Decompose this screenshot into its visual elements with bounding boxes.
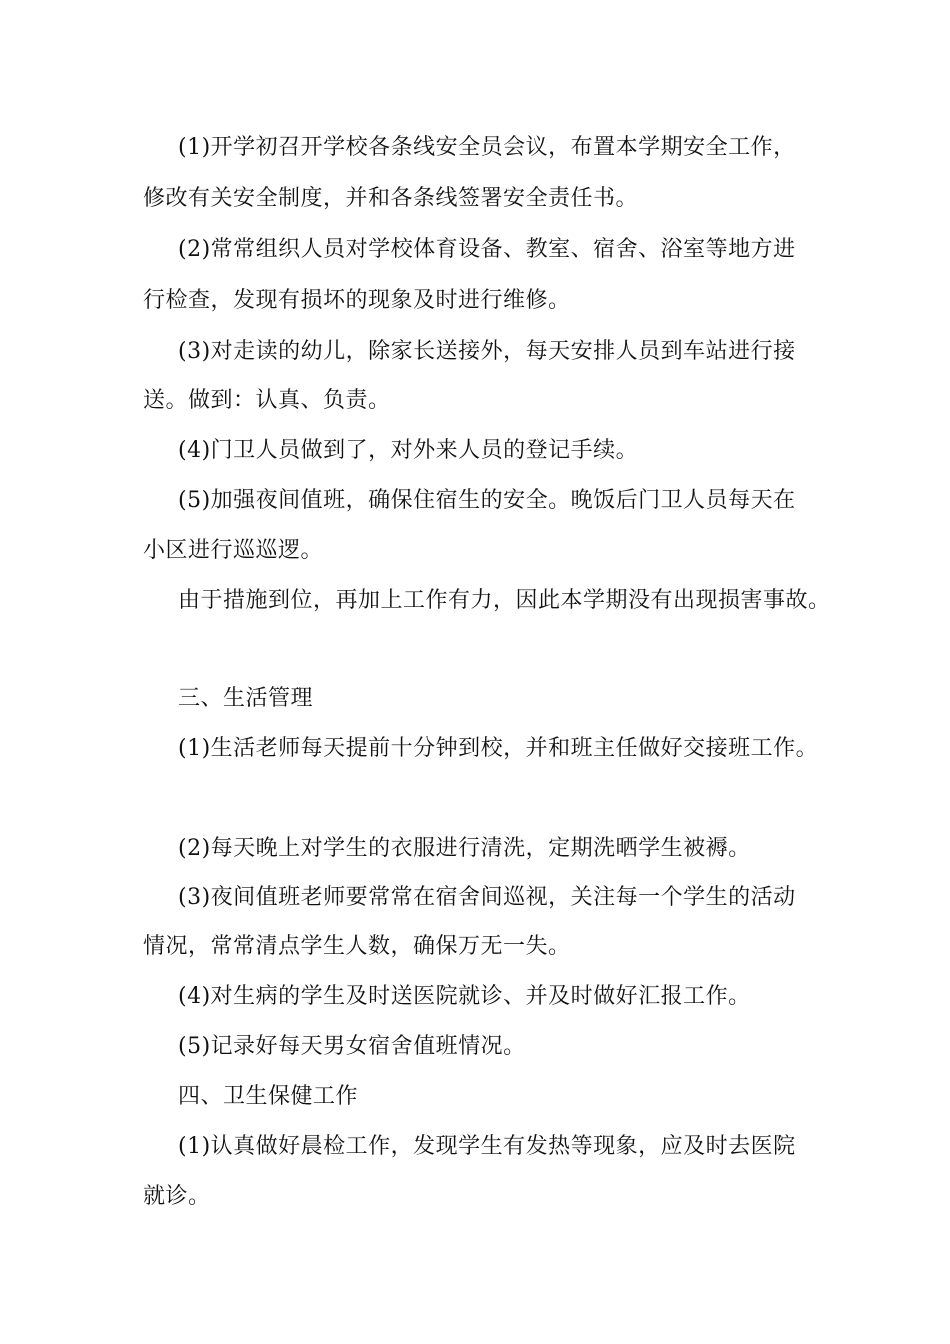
paragraph-2-line-2: 行检查，发现有损坏的现象及时进行维修。 — [143, 288, 571, 313]
paragraph-3-line-1: (3)对走读的幼儿，除家长送接外，每天安排人员到车站进行接 — [178, 339, 796, 364]
paragraph-14-line-2: 就诊。 — [143, 1184, 211, 1209]
paragraph-1-line-2: 修改有关安全制度，并和各条线签署安全责任书。 — [143, 186, 639, 211]
paragraph-11-line-1: (4)对生病的学生及时送医院就诊、并及时做好汇报工作。 — [178, 984, 751, 1009]
paragraph-12-line-1: (5)记录好每天男女宿舍值班情况。 — [178, 1034, 526, 1059]
paragraph-10-line-1: (3)夜间值班老师要常常在宿舍间巡视，关注每一个学生的活动 — [178, 885, 796, 910]
paragraph-10-line-2: 情况，常常清点学生人数，确保万无一失。 — [143, 934, 571, 959]
paragraph-14-line-1: (1)认真做好晨检工作，发现学生有发热等现象，应及时去医院 — [178, 1134, 796, 1159]
paragraph-6-line-1: 由于措施到位，再加上工作有力，因此本学期没有出现损害事故。 — [178, 588, 831, 613]
paragraph-4-line-1: (4)门卫人员做到了，对外来人员的登记手续。 — [178, 438, 639, 463]
paragraph-8-line-1: (1)生活老师每天提前十分钟到校，并和班主任做好交接班工作。 — [178, 736, 819, 761]
section-heading-4: 四、卫生保健工作 — [178, 1084, 359, 1109]
paragraph-1-line-1: (1)开学初召开学校各条线安全员会议，布置本学期安全工作， — [178, 135, 796, 160]
paragraph-5-line-1: (5)加强夜间值班，确保住宿生的安全。晚饭后门卫人员每天在 — [178, 488, 796, 513]
section-heading-3: 三、生活管理 — [178, 686, 314, 711]
paragraph-9-line-1: (2)每天晚上对学生的衣服进行清洗，定期洗晒学生被褥。 — [178, 836, 751, 861]
paragraph-3-line-2: 送。做到：认真、负责。 — [143, 388, 391, 413]
paragraph-5-line-2: 小区进行巡巡逻。 — [143, 538, 324, 563]
paragraph-2-line-1: (2)常常组织人员对学校体育设备、教室、宿舍、浴室等地方进 — [178, 237, 796, 262]
